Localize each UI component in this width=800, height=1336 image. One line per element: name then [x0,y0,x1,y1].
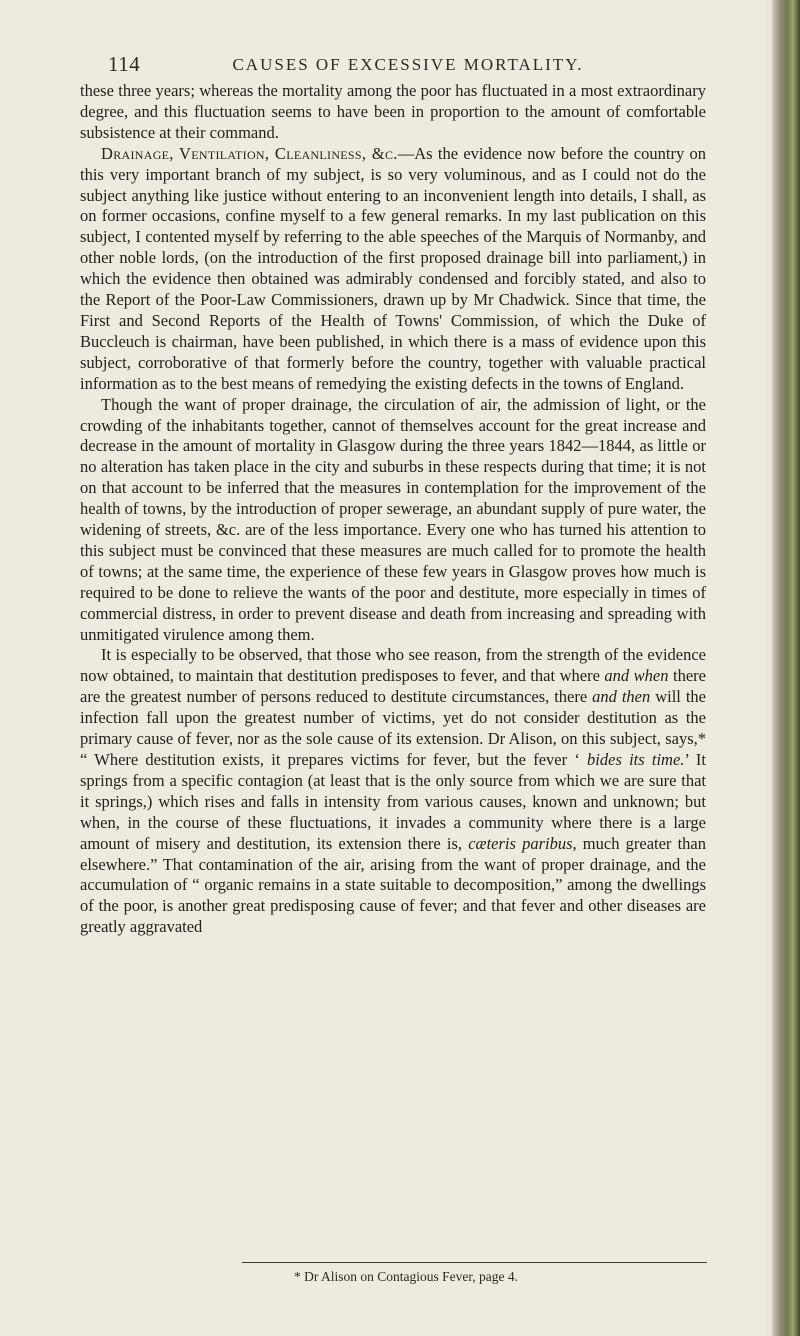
paragraph-4-text-e: , much greater than elsewhere.” That contamination of the air, arising from the want of proper drainage, and the accumulation of “ organic remains in a state suitable to decomposition,” among the dwellings of the poor, is another great predisposing cause of fever; and that fever and other diseases are greatly aggravated [80,833,706,937]
footnote: * Dr Alison on Contagious Fever, page 4. [293,1269,519,1284]
paragraph-4 [80,645,706,938]
paragraph-2 [80,144,706,395]
body-text [80,81,706,938]
emphasis-bides-its-time: bides its time. [587,750,685,769]
page-title: CAUSES OF EXCESSIVE MORTALITY. [232,55,584,74]
paragraph-4-text-a: It is especially to be observed, that those who see reason, from the strength of the evidence now obtained, to maintain that destitution predisposes to fever, and that where [80,645,706,686]
paragraph-4-text-b: there are the greatest number of persons reduced to destitute circumstances, there [80,666,706,707]
paragraph-2-text: —As the evidence now before the country on this very important branch of my subject, is so very voluminous, and as I could not do the subject anything like justice without entering to an inconvenient length into details, I shall, as on former occasions, confine myself to a few general remarks. In my last publication on this subject, I contented myself by referring to the able speeches of the Marquis of Normanby, and other noble lords, (on the introduction of the first proposed drainage bill into parliament,) in which the evidence then obtained was admirably condensed and forcibly stated, and also to the Report of the Poor-Law Commissioners, drawn up by Mr Chadwick. Since that time, the First and Second Reports of the Health of Towns' Commission, of which the Duke of Buccleuch is chairman, have been published, in which there is a mass of evidence upon this subject, corroborative of that formerly before the country, together with valuable practical information as to the best means of remedying the existing defects in the towns of England. [80,143,706,393]
emphasis-ceteris-paribus: cæteris paribus [468,833,573,853]
paragraph-4-text-d: ’ It springs from a specific contagion (at least that is the only source from which we are sure that it springs,) which rises and falls in intensity from various causes, known and unknown; but when, in the course of these fluctuations, it invades a community where there is a large amount of misery and destitution, its extension there is, [80,750,706,853]
emphasis-and-then: and then [592,687,651,707]
page-number: 114 [108,52,141,76]
emphasis-and-when: and when [604,666,669,686]
book-edge [772,0,800,1336]
footnote-rule [242,1262,707,1263]
paragraph-4-text-c: will the infection fall upon the greatest number of victims, yet do not consider destitution as the primary cause of fever, nor as the sole cause of its extension. Dr Alison, on this subject, says,* “ Where destitution exists, it prepares victims for fever, but the fever ‘ [80,687,706,769]
paragraph-3: Though the want of proper drainage, the circulation of air, the admission of light, or the crowding of the inhabitants together, cannot of themselves account for the great increase and decrease in the amount of mortality in Glasgow during the three years 1842—1844, as little or no alteration has taken place in the city and suburbs in these respects during that time; it is not on that account to be inferred that the measures in contemplation for the improvement of the health of towns, by the introduction of proper sewerage, an abundant supply of pure water, the widening of streets, &c. are of the less importance. Every one who has turned his attention to this subject must be convinced that these measures are much called for to promote the health of towns; at the same time, the experience of these few years in Glasgow proves how much is required to be done to relieve the wants of the poor and destitute, more especially in times of commercial distress, in order to prevent disease and death from increasing and spreading with unmitigated virulence among them. [80,394,706,644]
running-head [108,52,698,80]
section-heading: Drainage, Ventilation, Cleanliness, &c. [101,143,398,163]
paragraph-1: these three years; whereas the mortality among the poor has fluctuated in a most extraordinary degree, and this fluctuation seems to have been in proportion to the amount of comfortable subsistence at their command. [80,81,706,142]
